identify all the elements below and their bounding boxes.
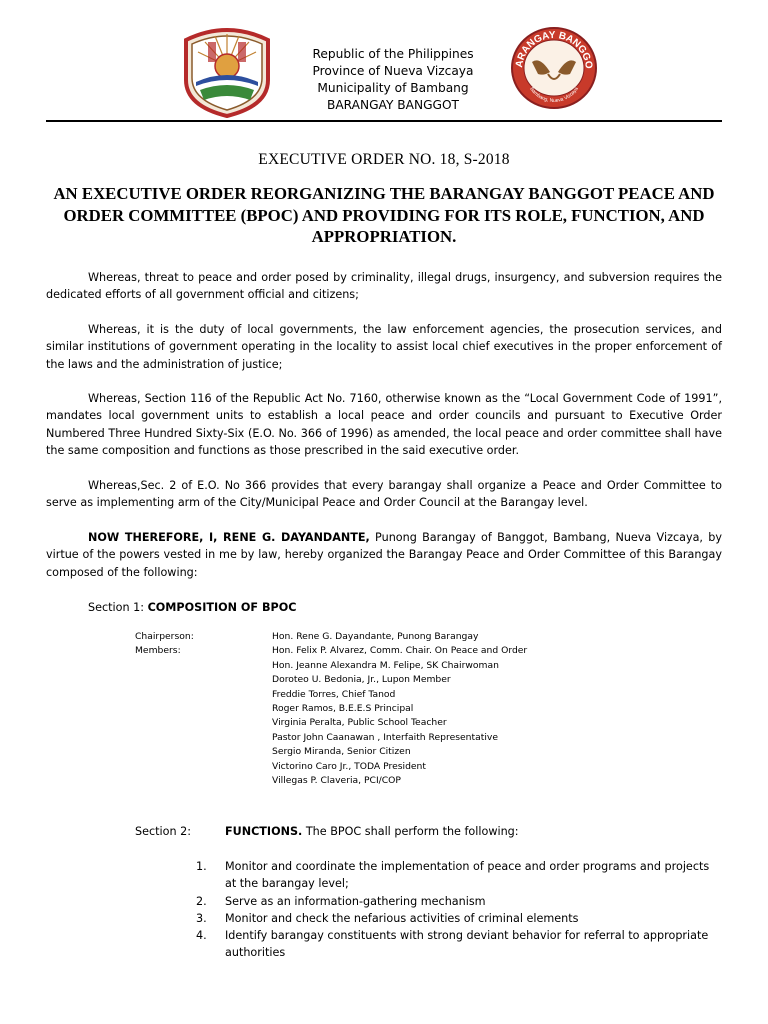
header-divider xyxy=(46,120,722,122)
member-name: Hon. Rene G. Dayandante, Punong Barangay xyxy=(272,631,479,642)
order-number: EXECUTIVE ORDER NO. 18, S-2018 xyxy=(258,151,510,168)
letterhead-line-municipality: Municipality of Bambang xyxy=(317,81,469,95)
section-label: Section 2: xyxy=(135,825,192,838)
seal-text-top: ARANGAY BANGGO xyxy=(513,29,595,70)
list-text: Identify barangay constituents with strong deviant behavior for referral to appropriate authorities xyxy=(225,929,709,960)
municipal-seal-logo xyxy=(178,22,276,118)
section-label: Section 1: xyxy=(88,601,148,614)
member-row xyxy=(135,673,527,687)
list-item xyxy=(196,910,722,927)
member-name: Hon. Jeanne Alexandra M. Felipe, SK Chairwoman xyxy=(272,659,499,671)
member-name: Victorino Caro Jr., TODA President xyxy=(272,760,426,772)
paragraph-bold-lead: NOW THEREFORE, I, RENE G. DAYANDANTE, xyxy=(88,531,370,544)
paragraph-text: Whereas, it is the duty of local governments, the law enforcement agencies, the prosecution services, and similar institutions of government operating in the locality to assist local chief executives in the proper enforcement of the laws and the administration of justice; xyxy=(46,323,722,371)
list-item xyxy=(196,858,722,893)
order-title: AN EXECUTIVE ORDER REORGANIZING THE BARANGAY BANGGOT PEACE AND ORDER COMMITTEE (BPOC) AND PROVIDING FOR ITS ROLE, FUNCTION, AND APPROPRIATION. xyxy=(53,184,715,246)
member-name: Villegas P. Claveria, PCI/COP xyxy=(272,775,401,787)
list-item xyxy=(196,893,722,910)
member-name: Roger Ramos, B.E.E.S Principal xyxy=(272,703,414,715)
list-item xyxy=(196,927,722,962)
member-row xyxy=(135,659,527,673)
paragraph-text: Whereas,Sec. 2 of E.O. No 366 provides that every barangay shall organize a Peace and Order Committee to serve as implementing arm of the City/Municipal Peace and Order Council at the Barangay level. xyxy=(46,479,722,510)
member-row xyxy=(135,688,527,702)
letterhead-line-republic: Republic of the Philippines xyxy=(312,47,474,61)
paragraph-text: Whereas, threat to peace and order posed by criminality, illegal drugs, insurgency, and subversion requires the dedicated efforts of all government official and citizens; xyxy=(46,271,722,302)
role-label: Chairperson: xyxy=(135,631,194,642)
member-row xyxy=(135,760,527,774)
member-name: Pastor John Caanawan , Interfaith Representative xyxy=(272,731,498,743)
list-text: Monitor and check the nefarious activities of criminal elements xyxy=(225,911,579,925)
paragraph-whereas-4 xyxy=(46,477,722,512)
role-label: Members: xyxy=(135,645,181,657)
list-number: 2. xyxy=(196,894,207,908)
member-row xyxy=(135,644,527,658)
paragraph-text: Punong Barangay of Banggot, Bambang, Nueva Vizcaya, by virtue of the powers vested in me by law, hereby organized the Barangay Peace and Order Committee of this Barangay composed of the following: xyxy=(46,531,722,579)
member-name: Virginia Peralta, Public School Teacher xyxy=(272,717,447,729)
paragraph-whereas-2 xyxy=(46,321,722,373)
member-row xyxy=(135,716,527,730)
letterhead-line-province: Province of Nueva Vizcaya xyxy=(312,64,474,78)
section-intro: The BPOC shall perform the following: xyxy=(302,825,519,838)
chairperson-row xyxy=(135,630,527,644)
member-name: Hon. Felix P. Alvarez, Comm. Chair. On Peace and Order xyxy=(272,645,528,657)
paragraph-text: Whereas, Section 116 of the Republic Act No. 7160, otherwise known as the “Local Government Code of 1991”, mandates local government units to establish a local peace and order councils and pursuant to Executive Order Numbered Three Hundred Sixty-Six (E.O. No. 366 of 1996) as amended, the local peace and order committee shall have the same composition and functions as those prescribed in the said executive order. xyxy=(46,392,722,457)
member-row xyxy=(135,702,527,716)
paragraph-whereas-1 xyxy=(46,269,722,304)
list-text: Serve as an information-gathering mechanism xyxy=(225,894,486,908)
member-name: Doroteo U. Bedonia, Jr., Lupon Member xyxy=(272,674,451,686)
section-title: FUNCTIONS. xyxy=(225,825,303,838)
seal-text-bottom: Bambang, Nueva Vizcaya xyxy=(528,86,580,105)
section-2-heading xyxy=(135,825,519,838)
composition-list xyxy=(135,630,527,788)
section-1-heading xyxy=(88,601,296,614)
barangay-seal-logo xyxy=(510,26,598,110)
list-number: 1. xyxy=(196,860,207,873)
member-name: Freddie Torres, Chief Tanod xyxy=(272,688,396,700)
member-row xyxy=(135,745,527,759)
list-number: 4. xyxy=(196,929,207,943)
letterhead xyxy=(276,46,510,114)
functions-list xyxy=(196,858,722,962)
paragraph-now-therefore xyxy=(46,529,722,581)
list-text: Monitor and coordinate the implementation of peace and order programs and projects at the barangay level; xyxy=(225,860,710,891)
paragraph-whereas-3 xyxy=(46,390,722,459)
letterhead-line-barangay: BARANGAY BANGGOT xyxy=(326,98,460,112)
member-row xyxy=(135,774,527,788)
member-row xyxy=(135,731,527,745)
section-title: COMPOSITION OF BPOC xyxy=(147,601,297,614)
list-number: 3. xyxy=(196,911,207,925)
member-name: Sergio Miranda, Senior Citizen xyxy=(272,746,411,758)
